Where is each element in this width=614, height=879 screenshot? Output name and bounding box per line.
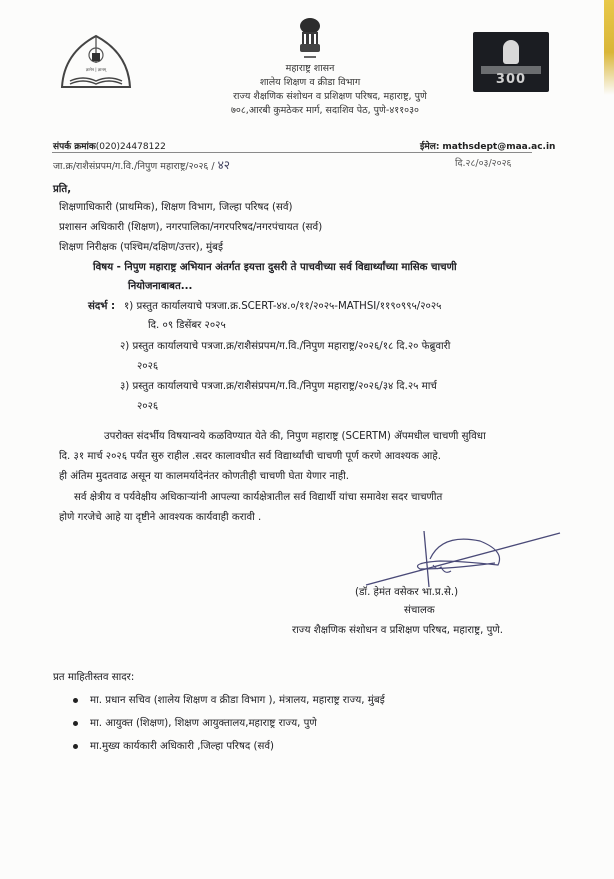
letter-date: दि.२८/०३/२०२६ [455,158,512,169]
bullet-icon [73,698,78,703]
reference-number [53,156,230,173]
scert-logo [56,33,136,91]
copy-to-text: मा. आयुक्त (शिक्षण), शिक्षण आयुक्तालय,महाराष्ट्र राज्य, पुणे [90,718,317,729]
signatory-organization: राज्य शैक्षणिक संशोधन व प्रशिक्षण परिषद, महाराष्ट्र, पुणे. [292,625,503,636]
copy-to-item [73,737,274,757]
addressee-line: शिक्षणाधिकारी (प्राथमिक), शिक्षण विभाग, जिल्हा परिषद (सर्व) [59,202,293,213]
reference-item-1-date: दि. ०९ डिसेंबर २०२५ [148,320,226,331]
body-paragraph-1: उपरोक्त संदर्भीय विषयान्वये कळविण्यात येते की, निपुण महाराष्ट्र (SCERTM) ॲपमधील चाचणी सुविधा [104,431,486,442]
addressee-line: शिक्षण निरीक्षक (पश्चिम/दक्षिण/उत्तर), मुंबई [59,242,223,253]
contact-phone [53,139,166,152]
bullet-icon [73,744,78,749]
handwritten-number: ४२ [217,158,231,172]
body-paragraph-2: होणे गरजेचे आहे या दृष्टीने आवश्यक कार्यवाही करावी . [59,512,262,523]
phone-number: (020)24478122 [95,142,166,152]
organization-name: राज्य शैक्षणिक संशोधन व प्रशिक्षण परिषद, महाराष्ट्र, पुणे [233,91,427,102]
header-divider [52,152,532,153]
addressee-line: प्रशासन अधिकारी (शिक्षण), नगरपालिका/नगरपरिषद/नगरपंचायत (सर्व) [59,222,323,233]
bullet-icon [73,721,78,726]
signatory-title: संचालक [404,605,435,616]
national-emblem-icon [292,16,328,64]
reference-item-3: ३) प्रस्तुत कार्यालयाचे पत्रजा.क्र/राशैसंप्रपम/ग.वि./निपुण महाराष्ट्र/२०२६/३४ दि.२५ मार्च [120,381,437,392]
body-paragraph-1: ही अंतिम मुदतवाढ असून या कालमर्यादेनंतर कोणतीही चाचणी घेता येणार नाही. [59,471,350,482]
figure-silhouette [503,40,519,64]
subject-line-continued: नियोजनाबाबत... [128,281,193,292]
reference-item-2-year: २०२६ [137,361,159,372]
organization-address: ७०८,आरबी कुमठेकर मार्ग, सदाशिव पेठ, पुणे-४११०३० [230,105,419,116]
email-label: ईमेल: [420,142,440,152]
copy-to-title: प्रत माहितीस्तव सादर: [53,672,135,683]
govt-name: महाराष्ट्र शासन [285,63,335,74]
reference-item-1: १) प्रस्तुत कार्यालयाचे पत्रजा.क्र.SCERT-४४.०/११/२०२५-MATHSI/११९०९९५/२०२५ [124,301,442,312]
email-address: mathsdept@maa.ac.in [442,142,556,152]
reference-number-text: जा.क्र/राशैसंप्रपम/ग.वि./निपुण महाराष्ट्र/२०२६ / [53,161,215,172]
body-paragraph-1: दि. ३१ मार्च २०२६ पर्यंत सुरु राहील .सदर कालावधीत सर्व विद्यार्थ्यांची चाचणी पूर्ण करणे आवश्यक आहे. [59,451,441,462]
anniversary-badge [473,32,549,92]
copy-to-text: मा.मुख्य कार्यकारी अधिकारी ,जिल्हा परिषद (सर्व) [90,741,274,752]
subject-line: विषय - निपुण महाराष्ट्र अभियान अंतर्गत इयत्ता दुसरी ते पाचवीच्या सर्व विद्यार्थ्यांच्या मासिक चाचणी [93,262,457,273]
contact-email [420,139,555,152]
page-edge-shadow [604,0,614,95]
copy-to-item [73,714,317,734]
phone-label: संपर्क क्रमांक [53,142,96,152]
badge-number: 300 [495,72,527,87]
reference-item-2: २) प्रस्तुत कार्यालयाचे पत्रजा.क्र/राशैसंप्रपम/ग.वि./निपुण महाराष्ट्र/२०२६/१८ दि.२० फेब्रुवारी [120,341,451,352]
body-paragraph-2: सर्व क्षेत्रीय व पर्यवेक्षीय अधिकाऱ्यांनी आपल्या कार्यक्षेत्रातील सर्व विद्यार्थी यांचा समावेश सदर चाचणीत [74,492,443,503]
references-label: संदर्भ : [88,301,116,312]
copy-to-item [73,691,385,711]
signatory-name: (डॉ. हेमंत वसेकर भा.प्र.से.) [355,587,459,598]
svg-text:ज्ञानेन | ज्ञानम्: ज्ञानेन | ज्ञानम् [85,67,107,72]
department-name: शालेय शिक्षण व क्रीडा विभाग [259,77,361,88]
salutation: प्रति, [53,184,72,195]
reference-item-3-year: २०२६ [137,401,159,412]
copy-to-text: मा. प्रधान सचिव (शालेय शिक्षण व क्रीडा विभाग ), मंत्रालय, महाराष्ट्र राज्य, मुंबई [90,695,385,706]
